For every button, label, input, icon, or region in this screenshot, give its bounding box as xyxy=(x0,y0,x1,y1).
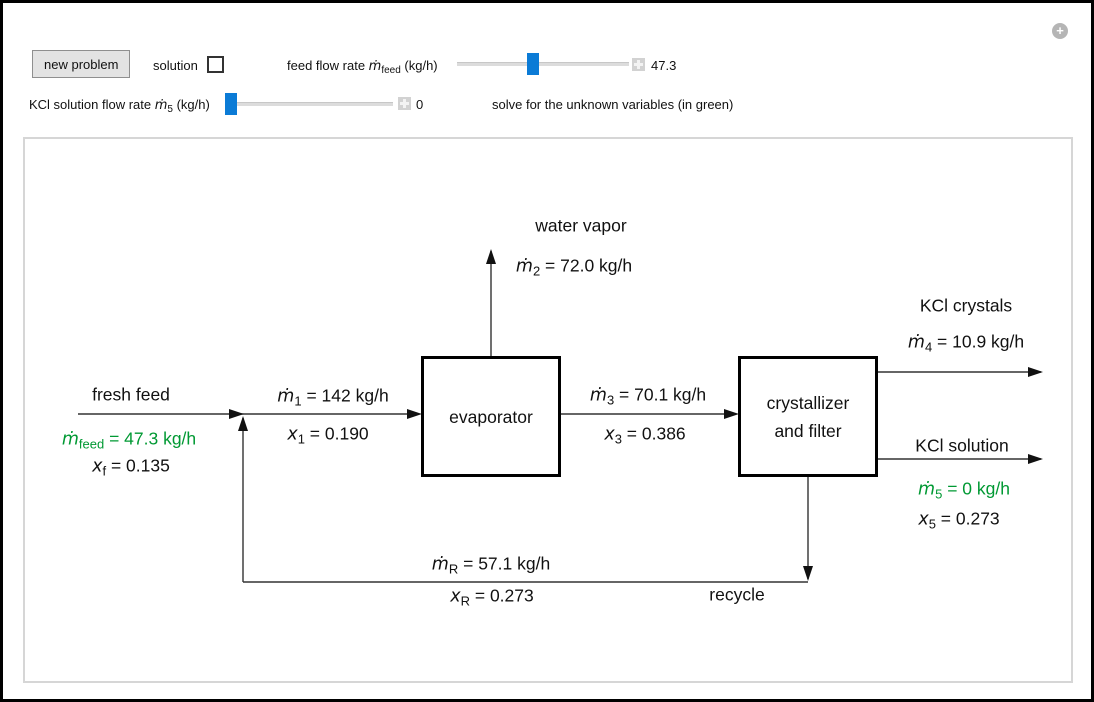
slider-track[interactable] xyxy=(225,102,393,106)
fresh-feed-x-value xyxy=(92,456,170,479)
x-equation: = 0.135 xyxy=(106,455,170,476)
recycle-x-value xyxy=(450,586,534,609)
kcl-crystals-arrowhead xyxy=(1028,367,1043,377)
recycle-up-arrowhead xyxy=(238,416,248,431)
solution-checkbox[interactable] xyxy=(207,56,224,73)
mdot-subscript: 3 xyxy=(606,392,615,408)
solve-hint-label: solve for the unknown variables (in green) xyxy=(492,97,734,112)
new-problem-button[interactable]: new problem xyxy=(32,50,130,78)
m1-mdot-value xyxy=(277,386,388,409)
x-equation: = 0.386 xyxy=(621,423,686,444)
recycle-label: recycle xyxy=(709,584,765,605)
water-vapor-arrowhead xyxy=(486,249,496,264)
mdot-subscript: 5 xyxy=(167,104,173,115)
mdot-symbol: ṁ xyxy=(277,386,295,407)
mdot-equation: = 142 kg/h xyxy=(301,385,389,406)
mdot-subscript: R xyxy=(448,561,459,577)
slider-expand-icon[interactable] xyxy=(632,58,645,71)
plus-circle-icon[interactable]: + xyxy=(1052,23,1068,39)
mdot-subscript: 1 xyxy=(294,393,302,409)
crystallizer-box xyxy=(738,356,878,477)
kcl-crystals-mdot-value xyxy=(908,332,1024,355)
x-equation: = 0.273 xyxy=(935,508,1000,529)
mdot-equation: = 47.3 kg/h xyxy=(104,428,197,449)
mdot-symbol: ṁ xyxy=(431,554,449,575)
kcl-solution-arrowhead xyxy=(1028,454,1043,464)
mdot-subscript: 4 xyxy=(924,339,933,355)
feed-flow-value: 47.3 xyxy=(651,58,677,73)
x-subscript: 1 xyxy=(297,431,305,447)
m3-x-value xyxy=(604,424,685,447)
mdot-symbol: ṁ xyxy=(368,59,382,74)
x-subscript: R xyxy=(460,593,470,609)
slider-thumb[interactable] xyxy=(225,93,237,115)
evaporator-box xyxy=(421,356,561,477)
mdot-subscript: feed xyxy=(381,65,401,76)
x-symbol: x xyxy=(918,509,929,530)
fresh-feed-mdot-value xyxy=(62,429,196,452)
x-symbol: x xyxy=(604,424,615,445)
water-vapor-mdot-value xyxy=(516,256,632,279)
mdot-subscript: feed xyxy=(78,436,105,452)
mdot-equation: = 0 kg/h xyxy=(942,478,1010,499)
fresh-feed-arrowhead xyxy=(229,409,244,419)
m3-mdot-value xyxy=(590,385,706,408)
kcl-crystals-label: KCl crystals xyxy=(919,295,1013,316)
m1-arrowhead xyxy=(407,409,422,419)
kcl-solution-mdot-value xyxy=(918,479,1010,502)
kcl-slider-label xyxy=(29,97,210,115)
mdot-symbol: ṁ xyxy=(61,429,79,450)
evaporator-label: evaporator xyxy=(449,406,533,427)
x-symbol: x xyxy=(92,456,103,477)
mdot-equation: = 57.1 kg/h xyxy=(458,553,551,574)
solution-label: solution xyxy=(153,58,198,73)
fresh-feed-label: fresh feed xyxy=(92,384,170,405)
x-subscript: 3 xyxy=(614,431,622,447)
feed-slider-units: (kg/h) xyxy=(400,58,438,73)
slider-track[interactable] xyxy=(457,62,629,66)
mdot-subscript: 5 xyxy=(935,486,943,502)
crystallizer-label-line1: crystallizer xyxy=(766,392,850,413)
flow-diagram xyxy=(23,137,1073,683)
mdot-symbol: ṁ xyxy=(918,479,936,500)
recycle-mdot-value xyxy=(432,554,550,577)
feed-slider-label-text: feed flow rate xyxy=(287,58,369,73)
kcl-flow-slider[interactable] xyxy=(225,93,393,115)
recycle-arrowhead xyxy=(803,566,813,581)
mdot-equation: = 72.0 kg/h xyxy=(540,255,633,276)
kcl-slider-units: (kg/h) xyxy=(172,97,210,112)
slider-thumb[interactable] xyxy=(527,53,539,75)
mdot-symbol: ṁ xyxy=(515,256,533,277)
m1-x-value xyxy=(287,424,368,447)
x-equation: = 0.190 xyxy=(304,423,369,444)
crystallizer-label-line2: and filter xyxy=(774,420,842,441)
kcl-flow-value: 0 xyxy=(416,97,424,112)
slider-expand-icon[interactable] xyxy=(398,97,411,110)
feed-slider-label xyxy=(287,58,438,76)
x-equation: = 0.273 xyxy=(470,585,534,606)
x-symbol: x xyxy=(287,424,298,445)
mdot-subscript: 2 xyxy=(532,263,541,279)
water-vapor-label: water vapor xyxy=(535,215,627,236)
mdot-symbol: ṁ xyxy=(589,385,607,406)
mdot-equation: = 10.9 kg/h xyxy=(932,331,1025,352)
mdot-symbol: ṁ xyxy=(154,98,168,113)
x-symbol: x xyxy=(450,586,461,607)
kcl-solution-x-value xyxy=(918,509,999,532)
mdot-symbol: ṁ xyxy=(907,332,925,353)
x-subscript: 5 xyxy=(928,516,936,532)
x-subscript: f xyxy=(102,463,107,479)
kcl-slider-label-text: KCl solution flow rate xyxy=(29,97,155,112)
feed-flow-slider[interactable] xyxy=(457,53,629,75)
mdot-equation: = 70.1 kg/h xyxy=(614,384,707,405)
kcl-solution-label: KCl solution xyxy=(915,435,1009,456)
m3-arrowhead xyxy=(724,409,739,419)
